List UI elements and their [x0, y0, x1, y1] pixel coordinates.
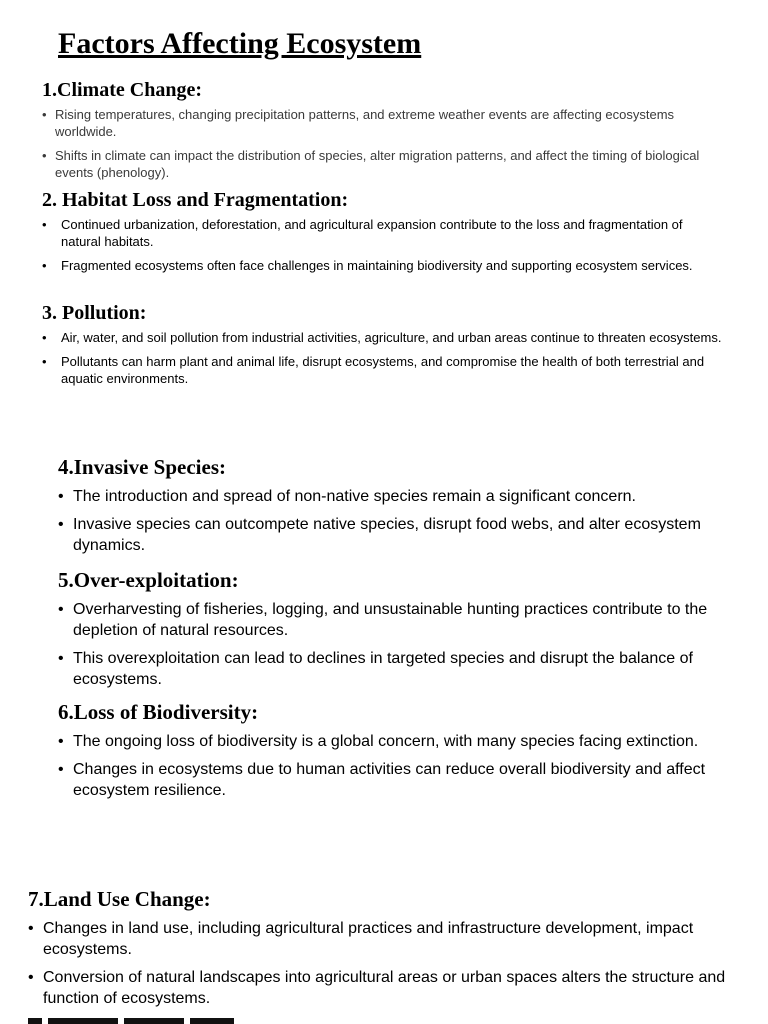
bullet-icon: •: [42, 217, 47, 232]
bullet-icon: •: [28, 969, 34, 987]
list-item: [42, 147, 722, 181]
list-item-text: Pollutants can harm plant and animal life, disrupt ecosystems, and compromise the health of both terrestrial and aquatic environments.: [61, 354, 705, 386]
list-item: [42, 216, 722, 250]
list-item-text: Conversion of natural landscapes into agricultural areas or urban spaces alters the structure and function of ecosystems.: [43, 969, 726, 1008]
section-heading: 4.Invasive Species:: [58, 455, 226, 479]
list-item-text: This overexploitation can lead to declines in targeted species and disrupt the balance of ecosystems.: [73, 650, 693, 689]
list-item: [42, 329, 722, 346]
section-invasive-species: [58, 455, 738, 563]
list-item: [28, 918, 728, 960]
list-item-text: Invasive species can outcompete native species, disrupt food webs, and alter ecosystem dynamics.: [73, 516, 701, 555]
section-heading: 6.Loss of Biodiversity:: [58, 700, 259, 724]
section-pollution: [42, 301, 722, 394]
bullet-icon: •: [58, 650, 64, 668]
section-heading: 3. Pollution:: [42, 302, 147, 324]
list-item-text: Rising temperatures, changing precipitation patterns, and extreme weather events are affecting ecosystems worldwide.: [55, 107, 675, 139]
bullet-icon: •: [42, 107, 47, 122]
list-item: [28, 967, 728, 1009]
bullet-icon: •: [42, 354, 47, 369]
bullet-icon: •: [58, 733, 64, 751]
bullet-icon: •: [42, 148, 47, 163]
bullet-list: [58, 731, 738, 801]
bullet-list: [42, 329, 722, 387]
list-item: [58, 759, 738, 801]
list-item-text: Air, water, and soil pollution from industrial activities, agriculture, and urban areas continue to threaten ecosystems.: [61, 330, 722, 345]
list-item-text: Changes in land use, including agricultural practices and infrastructure development, impact ecosystems.: [43, 920, 694, 959]
bullet-list: [42, 216, 722, 274]
list-item-text: Fragmented ecosystems often face challenges in maintaining biodiversity and supporting ecosystem services.: [61, 258, 693, 273]
list-item: [42, 106, 722, 140]
list-item-text: The introduction and spread of non-native species remain a significant concern.: [73, 488, 636, 506]
bullet-icon: •: [42, 258, 47, 273]
bullet-list: [58, 599, 738, 690]
page-title: Factors Affecting Ecosystem: [58, 27, 422, 60]
section-loss-of-biodiversity: [58, 700, 738, 808]
bullet-list: [42, 106, 722, 181]
list-item: [58, 514, 738, 556]
bullet-icon: •: [28, 920, 34, 938]
list-item-text: Changes in ecosystems due to human activities can reduce overall biodiversity and affect ecosystem resilience.: [73, 761, 706, 800]
list-item-text: Shifts in climate can impact the distribution of species, alter migration patterns, and affect the timing of biological events (phenology).: [55, 148, 700, 180]
bullet-list: [58, 486, 738, 556]
list-item-text: Overharvesting of fisheries, logging, and unsustainable hunting practices contribute to the depletion of natural resources.: [73, 601, 708, 640]
list-item: [42, 257, 722, 274]
list-item: [58, 599, 738, 641]
section-climate-change: [42, 78, 722, 188]
list-item-text: Continued urbanization, deforestation, and agricultural expansion contribute to the loss and fragmentation of natural habitats.: [61, 217, 683, 249]
list-item-text: The ongoing loss of biodiversity is a global concern, with many species facing extinction.: [73, 733, 699, 751]
bullet-icon: •: [58, 488, 64, 506]
list-item: [58, 648, 738, 690]
bullet-icon: •: [58, 516, 64, 534]
section-land-use-change: [28, 887, 728, 1016]
list-item: [42, 353, 722, 387]
section-heading: 2. Habitat Loss and Fragmentation:: [42, 189, 349, 211]
section-habitat-loss: [42, 188, 722, 281]
cropped-next-heading: [28, 1016, 328, 1024]
bullet-icon: •: [58, 601, 64, 619]
section-over-exploitation: [58, 568, 738, 697]
section-heading: 1.Climate Change:: [42, 79, 202, 101]
bullet-list: [28, 918, 728, 1009]
list-item: [58, 486, 738, 507]
list-item: [58, 731, 738, 752]
section-heading: 7.Land Use Change:: [28, 887, 211, 911]
bullet-icon: •: [42, 330, 47, 345]
section-heading: 5.Over-exploitation:: [58, 568, 239, 592]
bullet-icon: •: [58, 761, 64, 779]
